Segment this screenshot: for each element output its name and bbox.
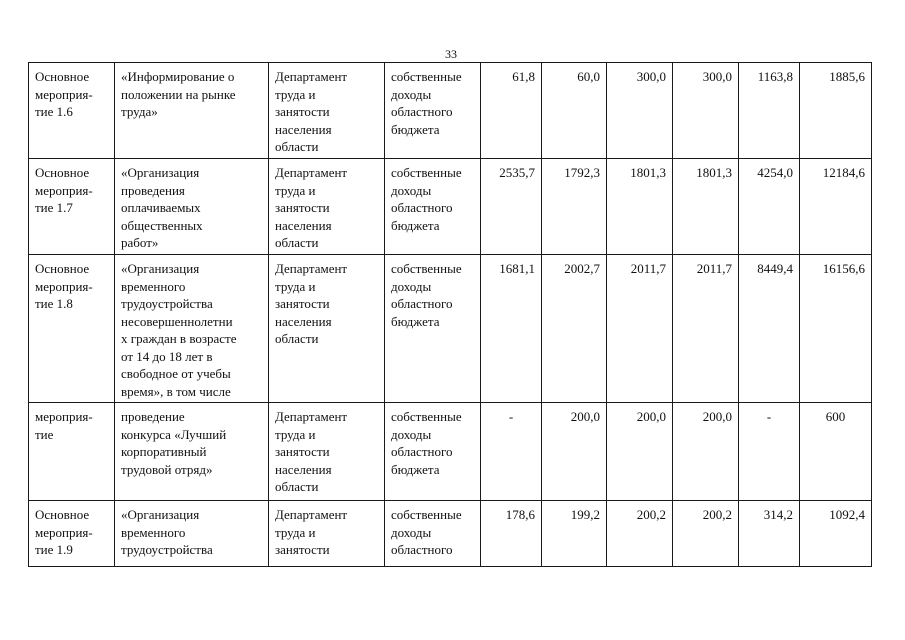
value-cell: 200,2 bbox=[673, 501, 739, 567]
value-cell: 8449,4 bbox=[739, 255, 800, 403]
value-cell: 60,0 bbox=[542, 63, 607, 159]
value-cell: 1163,8 bbox=[739, 63, 800, 159]
activity-executor: Департамент труда и занятости населения области bbox=[269, 255, 385, 403]
value-cell: 300,0 bbox=[607, 63, 673, 159]
activity-executor: Департамент труда и занятости bbox=[269, 501, 385, 567]
activity-label: Основное мероприя- тие 1.9 bbox=[29, 501, 115, 567]
value-cell: 200,0 bbox=[607, 403, 673, 501]
activity-title: проведение конкурса «Лучший корпоративный трудовой отряд» bbox=[115, 403, 269, 501]
value-cell: 2535,7 bbox=[481, 159, 542, 255]
activity-executor: Департамент труда и занятости населения области bbox=[269, 403, 385, 501]
value-cell: - bbox=[481, 403, 542, 501]
total-cell: 16156,6 bbox=[800, 255, 872, 403]
activity-label: Основное мероприя- тие 1.6 bbox=[29, 63, 115, 159]
activity-executor: Департамент труда и занятости населения области bbox=[269, 63, 385, 159]
value-cell: 2011,7 bbox=[607, 255, 673, 403]
activity-label: Основное мероприя- тие 1.7 bbox=[29, 159, 115, 255]
table-row bbox=[29, 501, 872, 567]
value-cell: 200,0 bbox=[673, 403, 739, 501]
value-cell: 2011,7 bbox=[673, 255, 739, 403]
activity-title: «Организация временного трудоустройства несовершеннолетни х граждан в возрасте от 14 до 18 лет в свободное от учебы время», в том числе bbox=[115, 255, 269, 403]
activity-executor: Департамент труда и занятости населения области bbox=[269, 159, 385, 255]
value-cell: 314,2 bbox=[739, 501, 800, 567]
funding-source: собственные доходы областного бюджета bbox=[385, 255, 481, 403]
value-cell: 1792,3 bbox=[542, 159, 607, 255]
value-cell: 2002,7 bbox=[542, 255, 607, 403]
value-cell: - bbox=[739, 403, 800, 501]
total-cell: 1885,6 bbox=[800, 63, 872, 159]
value-cell: 200,0 bbox=[542, 403, 607, 501]
activity-label: Основное мероприя- тие 1.8 bbox=[29, 255, 115, 403]
table-row bbox=[29, 159, 872, 255]
funding-source: собственные доходы областного бюджета bbox=[385, 159, 481, 255]
funding-source: собственные доходы областного бюджета bbox=[385, 403, 481, 501]
funding-source: собственные доходы областного бюджета bbox=[385, 63, 481, 159]
page-number: 33 bbox=[445, 47, 457, 61]
funding-source: собственные доходы областного bbox=[385, 501, 481, 567]
activity-title: «Организация временного трудоустройства bbox=[115, 501, 269, 567]
table-row bbox=[29, 403, 872, 501]
activity-title: «Информирование о положении на рынке труда» bbox=[115, 63, 269, 159]
table-row bbox=[29, 63, 872, 159]
value-cell: 178,6 bbox=[481, 501, 542, 567]
value-cell: 200,2 bbox=[607, 501, 673, 567]
table-row bbox=[29, 255, 872, 403]
value-cell: 300,0 bbox=[673, 63, 739, 159]
value-cell: 1801,3 bbox=[673, 159, 739, 255]
activity-title: «Организация проведения оплачиваемых общественных работ» bbox=[115, 159, 269, 255]
total-cell: 600 bbox=[800, 403, 872, 501]
total-cell: 1092,4 bbox=[800, 501, 872, 567]
program-activities-table bbox=[28, 62, 872, 567]
value-cell: 199,2 bbox=[542, 501, 607, 567]
value-cell: 1801,3 bbox=[607, 159, 673, 255]
total-cell: 12184,6 bbox=[800, 159, 872, 255]
activity-label: мероприя- тие bbox=[29, 403, 115, 501]
value-cell: 1681,1 bbox=[481, 255, 542, 403]
value-cell: 4254,0 bbox=[739, 159, 800, 255]
value-cell: 61,8 bbox=[481, 63, 542, 159]
